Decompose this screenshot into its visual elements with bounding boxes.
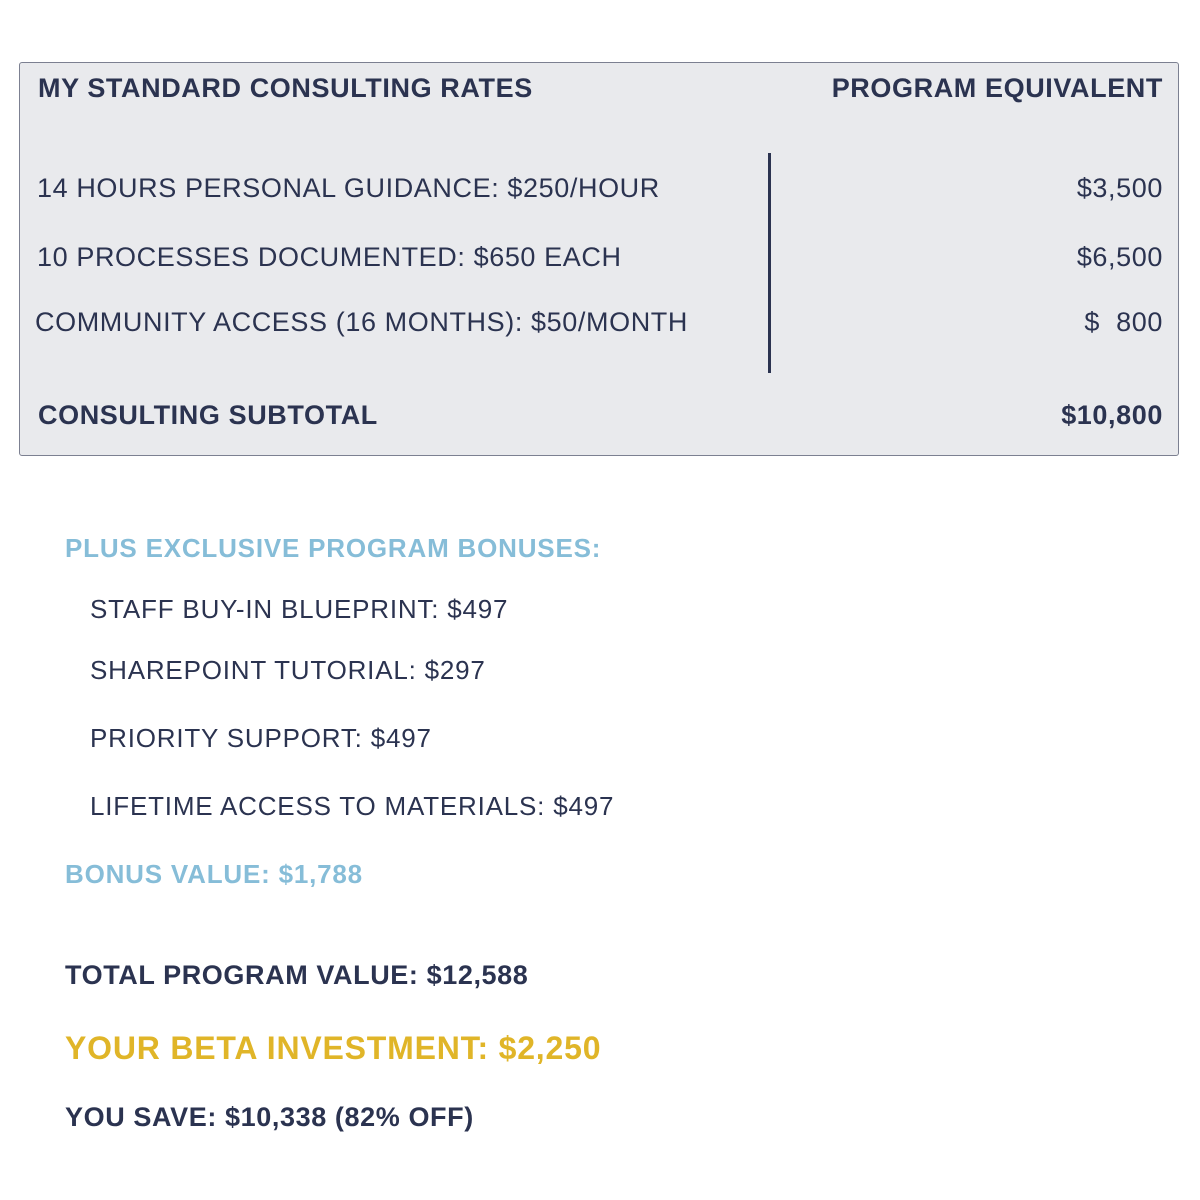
rate-row-label: 10 PROCESSES DOCUMENTED: $650 EACH [37,242,622,272]
bonus-value: BONUS VALUE: $1,788 [65,859,363,889]
subtotal-label: CONSULTING SUBTOTAL [38,400,378,430]
rate-row-value: $ 800 [1084,307,1163,337]
bonus-item: STAFF BUY-IN BLUEPRINT: $497 [90,594,509,624]
you-save: YOU SAVE: $10,338 (82% OFF) [65,1102,474,1132]
total-program-value: TOTAL PROGRAM VALUE: $12,588 [65,960,529,990]
rate-row-value: $3,500 [1076,173,1163,203]
program-equivalent-column-header: PROGRAM EQUIVALENT [831,73,1163,103]
column-divider [768,153,771,373]
rate-row-label: COMMUNITY ACCESS (16 MONTHS): $50/MONTH [35,307,688,337]
rate-row-value: $6,500 [1076,242,1163,272]
rates-column-header: MY STANDARD CONSULTING RATES [38,73,533,103]
bonus-item: SHAREPOINT TUTORIAL: $297 [90,655,486,685]
bonus-item: LIFETIME ACCESS TO MATERIALS: $497 [90,791,615,821]
bonus-item: PRIORITY SUPPORT: $497 [90,723,432,753]
rate-row-label: 14 HOURS PERSONAL GUIDANCE: $250/HOUR [37,173,660,203]
bonuses-heading: PLUS EXCLUSIVE PROGRAM BONUSES: [65,533,602,563]
beta-investment: YOUR BETA INVESTMENT: $2,250 [65,1030,602,1066]
consulting-rates-table [19,62,1179,456]
subtotal-value: $10,800 [1061,400,1163,430]
